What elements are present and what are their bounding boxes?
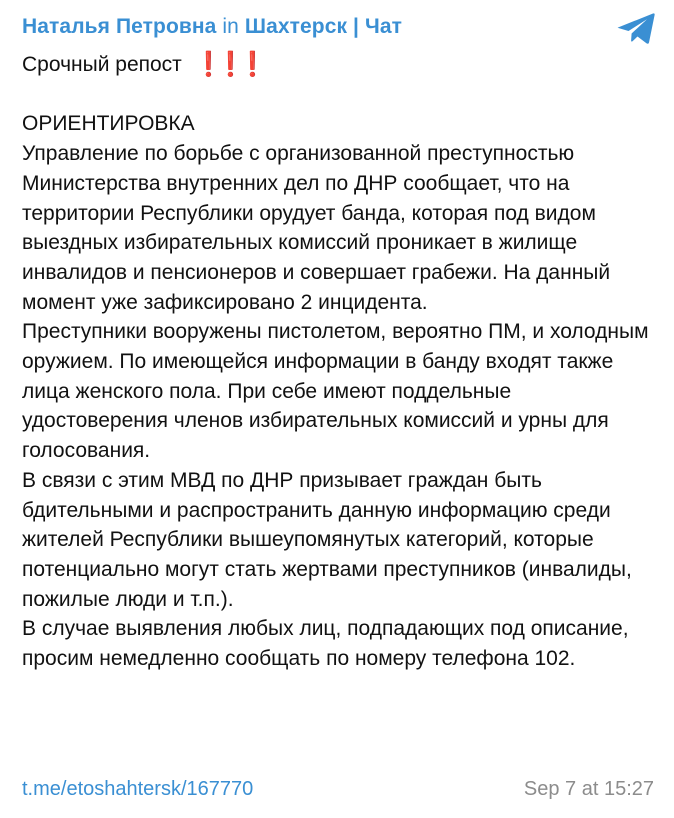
lead-text: Срочный репост xyxy=(22,53,182,76)
message-body xyxy=(22,50,662,674)
post-header xyxy=(22,12,614,42)
channel-title[interactable] xyxy=(22,15,402,39)
channel-title-part2: Шахтерск | Чат xyxy=(238,15,402,38)
message-paragraph: Управление по борьбе с организованной преступностью Министерства внутренних дел по ДНР сообщает, что на территории Республики орудует банда, которая под видом выездных избирательных комиссий проникает в жилище инвалидов и пенсионеров и совершает грабежи. На данный момент уже зафиксировано 2 инцидента. xyxy=(22,142,611,314)
post-timestamp: Sep 7 at 15:27 xyxy=(523,777,654,800)
channel-title-in: in xyxy=(222,15,239,38)
message-paragraph: В связи с этим МВД по ДНР призывает граждан быть бдительными и распространить данную информацию среди жителей Республики вышеупомянутых категорий, которые потенциально могут стать жертвами преступников (инвалиды, пожилые люди и т.п.). xyxy=(22,468,632,611)
post-link[interactable]: t.me/etoshahtersk/167770 xyxy=(22,777,254,800)
exclamation-marks xyxy=(193,50,268,79)
exclamation-icon: ❗ xyxy=(193,51,224,79)
exclamation-icon: ❗ xyxy=(237,51,268,79)
post-footer xyxy=(22,774,654,804)
message-paragraph: В случае выявления любых лиц, подпадающих под описание, просим немедленно сообщать по номеру телефона 102. xyxy=(22,617,629,671)
message-paragraph: Преступники вооружены пистолетом, вероятно ПМ, и холодным оружием. По имеющейся информации в банду входят также лица женского пола. При себе имеют поддельные удостоверения членов избирательных комиссий и урны для голосования. xyxy=(22,320,649,463)
channel-title-part1: Наталья Петровна xyxy=(22,15,223,38)
lead-row xyxy=(22,50,662,80)
blank-line xyxy=(22,80,662,110)
exclamation-icon: ❗ xyxy=(215,51,246,79)
orientation-heading: ОРИЕНТИРОВКА xyxy=(22,112,195,136)
share-arrow-icon[interactable] xyxy=(616,11,656,47)
